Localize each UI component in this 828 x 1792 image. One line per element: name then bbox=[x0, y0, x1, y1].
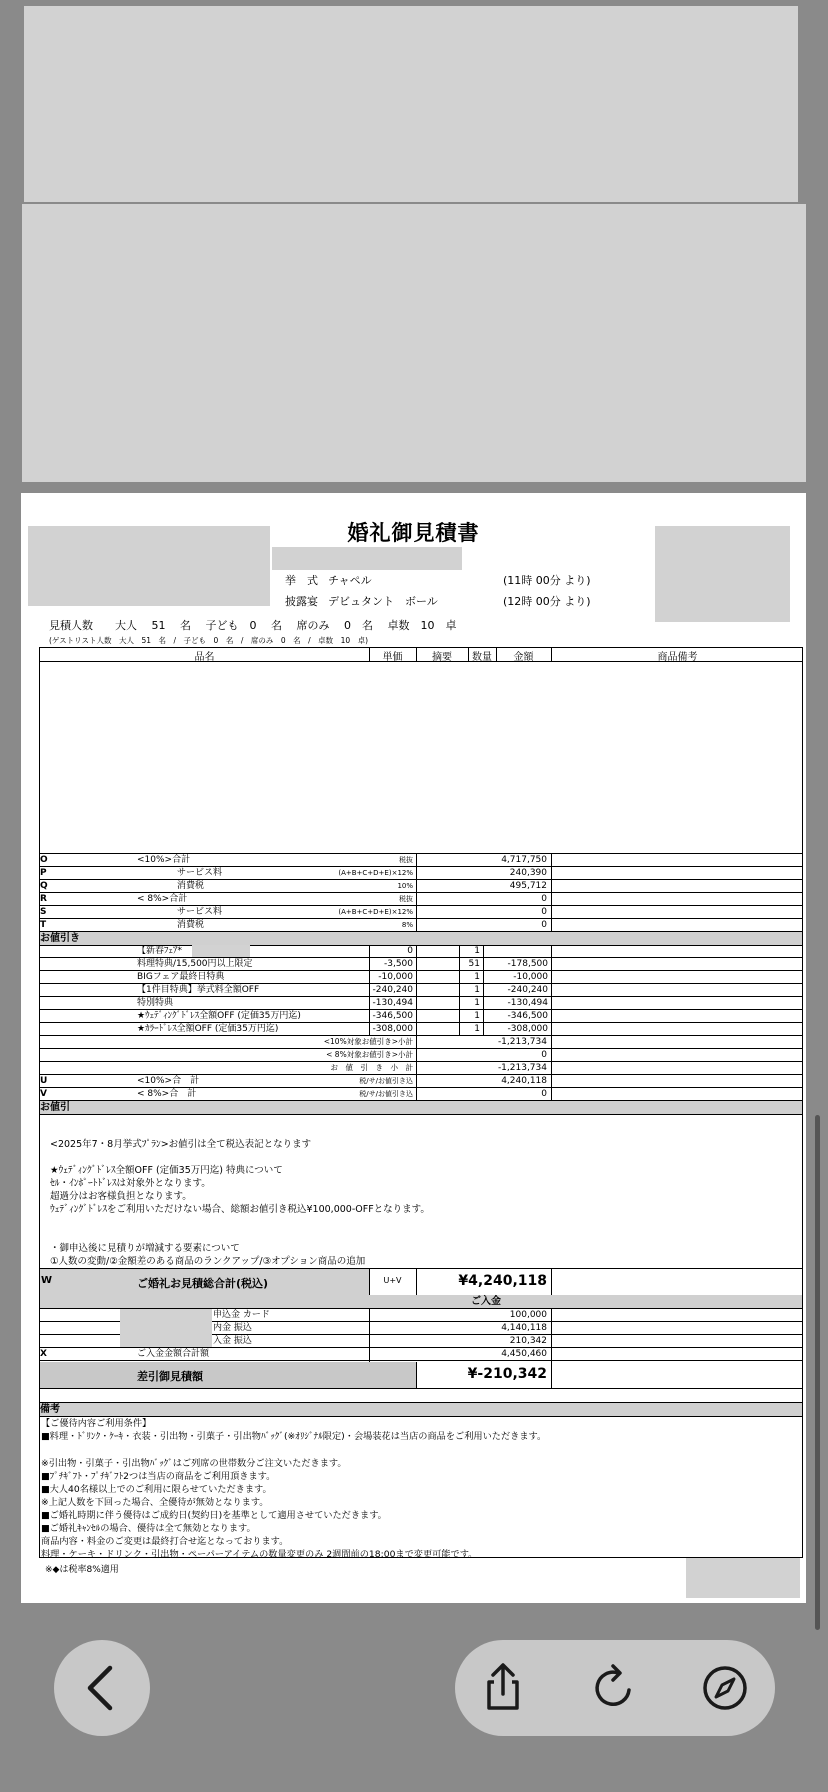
balance-amount: ¥-210,342 bbox=[467, 1366, 547, 1382]
subtotal-row: O <10%>合計 税抜 4,717,750 bbox=[40, 854, 802, 867]
discount-subtotal-row: < 8%対象お値引き>小計 0 bbox=[40, 1049, 802, 1062]
reload-icon bbox=[581, 1654, 649, 1722]
remarks-section-label: 備考 bbox=[40, 1402, 802, 1417]
redacted-logo-left bbox=[28, 526, 270, 606]
estimate-counts: 見積人数 大人 51 名 子ども 0 名 席のみ 0 名 卓数 10 卓 bbox=[49, 619, 457, 632]
reception-time: (12時 00分 より) bbox=[503, 595, 591, 608]
grand-total-label: ご婚礼お見積総合計(税込) bbox=[137, 1277, 269, 1290]
notes-section-label: お値引 bbox=[40, 1101, 802, 1115]
back-button[interactable] bbox=[54, 1640, 150, 1736]
balance-row bbox=[40, 1362, 802, 1389]
discount-subtotal-row: <10%対象お値引き>小計 -1,213,734 bbox=[40, 1036, 802, 1049]
discount-section-label: お値引き bbox=[40, 932, 802, 946]
browser-toolbar bbox=[455, 1640, 775, 1736]
discount-row: 【新春ﾌｪｱ* 0 1 bbox=[40, 945, 802, 958]
document-title: 婚礼御見積書 bbox=[347, 521, 480, 545]
discount-row: 料理特典/15,500円以上限定 -3,500 51 -178,500 bbox=[40, 958, 802, 971]
grand-total-row: W ご婚礼お見積総合計(税込) U+V ¥4,240,118 bbox=[40, 1268, 802, 1296]
redacted-footer bbox=[686, 1558, 800, 1598]
reception-label: 披露宴 bbox=[285, 595, 318, 608]
discount-row: BIGフェア最終日特典 -10,000 1 -10,000 bbox=[40, 971, 802, 984]
payment-row: 内金 振込 4,140,118 bbox=[40, 1322, 802, 1335]
ceremony-time: (11時 00分 より) bbox=[503, 574, 591, 587]
table-header bbox=[40, 648, 802, 662]
chevron-left-icon bbox=[54, 1640, 150, 1736]
compass-icon bbox=[691, 1654, 759, 1722]
redacted-fair-name bbox=[192, 945, 250, 957]
redacted-payer bbox=[120, 1309, 212, 1347]
share-icon bbox=[469, 1654, 537, 1722]
header-amount: 金額 bbox=[513, 652, 534, 663]
reception-venue: デビュタント ボール bbox=[328, 595, 438, 608]
discount-notes: <2025年7・8月挙式ﾌﾟﾗﾝ>お値引は全て税込表記となります ★ｳｪﾃﾞｨﾝｸﾞﾄﾞﾚｽ全額OFF (定価35万円迄) 特典について ｾﾙ・ｲﾝﾎﾟｰﾄﾄﾞﾚｽは対象外となります。 超過分はお客様負担となります。 ｳｪﾃﾞｨﾝｸﾞﾄﾞﾚｽをご利用いただけない場合、総額お値引き税込¥100,000-OFFとなります。 ・御申込後に見積りが増減する要素について ①人数の変動/②金額差のある商品のランクアップ/③オプション商品の追加 bbox=[50, 1139, 430, 1267]
discount-subtotal-row: お 値 引 き 小 計 -1,213,734 bbox=[40, 1062, 802, 1075]
payment-total-row: X ご入金金額合計額 4,450,460 bbox=[40, 1348, 802, 1361]
estimate-table: 品名 単価 摘要 数量 金額 商品備考 O <10%>合計 税抜 4,717,750 P サービス料 (A+B+C+D+E)×12% 240,390 Q 消費税 10% 495,712 R < 8%>合計 税抜 0 S サービス料 (A+B+C+D+E)×12% 0 T 消費税 8% 0 お値引き 【新春ﾌｪｱ* 0 1 料理特典/15,500円以上限定 -3,500 51 -178,500 BIGフェア最終日特典 -10,000 1 -10,000 【1件目特典】挙式料全額OFF -240,240 1 -240,240 特別特典 -130,494 1 -130,494 ★ｳｪﾃﾞｨﾝｸﾞﾄﾞﾚｽ全額OFF (定価35万円迄) -346,500 1 -346,500 ★ｶﾗｰﾄﾞﾚｽ全額OFF (定価35万円迄) -308,000 1 -308,000 <10%対象お値引き>小計 -1,213,734 < 8%対象お値引き>小計 0 お 値 引 き 小 計 -1,213,734 U <10%>合 計 税/サ/お値引き込 4,240,118 V < 8%>合 計 税/サ/お値引き込 0 お値引 <2025年7・8月挙式ﾌﾟﾗﾝ>お値引は全て税込表記となります ★ｳｪﾃﾞｨﾝｸﾞﾄﾞﾚｽ全額OFF (定価35万円迄) 特典について ｾﾙ・ｲﾝﾎﾟｰﾄﾄﾞﾚｽは対象外となります。 超過分はお客様負担となります。 ｳｪﾃﾞｨﾝｸﾞﾄﾞﾚｽをご利用いただけない場合、総額お値引き税込¥100,000-OFFとなります。 ・御申込後に見積りが増減する要素について ①人数の変動/②金額差のある商品のランクアップ/③オプション商品の追加 W ご婚礼お見積総合計(税込) U+V ¥4,240,118 ご入金 申込金 カード 100,000 内金 振込 4,140,118 入金 振込 210,342 X ご入金金額合計額 4,450,460 差引御見積額 ¥-210,342 備考 【ご優待内容ご利用条件】 ■料理・ﾄﾞﾘﾝｸ・ｹｰｷ・衣装・引出物・引菓子・引出物ﾊﾞｯｸﾞ(※ｵﾘｼﾞﾅﾙ限定)・会場装花は当店の商品をご利用いただきます。 ※引出物・引菓子・引出物ﾊﾞｯｸﾞはご列席の世帯数分ご注文いただきます。 ■ﾌﾟﾁｷﾞﾌﾄ・ﾌﾟﾁｷﾞﾌﾄ2つは当店の商品をご利用頂きます。 ■大人40名様以上でのご利用に限らせていただきます。 ※上記人数を下回った場合、全優待が無効となります。 ■ご婚礼時期に伴う優待はご成約日(契約日)を基準として適用させていただきます。 ■ご婚礼ｷｬﾝｾﾙの場合、優待は全て無効となります。 商品内容・料金のご変更は最終打合せ迄となっております。 料理・ケーキ・ドリンク・引出物・ペーパーアイテムの数量変更のみ 2週間前の18:00まで変更可能です。 bbox=[39, 647, 803, 1558]
header-remarks: 商品備考 bbox=[657, 652, 698, 663]
subtotal-row: T 消費税 8% 0 bbox=[40, 919, 802, 932]
scrollbar[interactable] bbox=[815, 1115, 820, 1630]
header-unit: 単価 bbox=[382, 652, 403, 663]
payment-row: 入金 振込 210,342 bbox=[40, 1335, 802, 1348]
subtotals-block bbox=[40, 853, 802, 944]
payments-section-label: ご入金 bbox=[40, 1295, 802, 1309]
discount-row: 【1件目特典】挙式料全額OFF -240,240 1 -240,240 bbox=[40, 984, 802, 997]
discount-row: ★ｳｪﾃﾞｨﾝｸﾞﾄﾞﾚｽ全額OFF (定価35万円迄) -346,500 1 -346,500 bbox=[40, 1010, 802, 1023]
discount-row: 特別特典 -130,494 1 -130,494 bbox=[40, 997, 802, 1010]
tax-footnote: ※◆は税率8%適用 bbox=[45, 1565, 119, 1575]
subtotal-row: S サービス料 (A+B+C+D+E)×12% 0 bbox=[40, 906, 802, 919]
payment-row: 申込金 カード 100,000 bbox=[40, 1309, 802, 1322]
redacted-block-upper bbox=[22, 204, 806, 482]
subtotal-row: R < 8%>合計 税抜 0 bbox=[40, 893, 802, 906]
grand-total-amount: ¥4,240,118 bbox=[458, 1273, 547, 1289]
guest-list-counts: (ゲストリスト人数 大人 51 名 / 子ども 0 名 / 席のみ 0 名 / 卓数 10 卓) bbox=[49, 636, 369, 645]
redacted-logo-right bbox=[655, 526, 790, 622]
header-name: 品名 bbox=[194, 652, 215, 663]
balance-label: 差引御見積額 bbox=[137, 1370, 203, 1383]
after-discount-row: U <10%>合 計 税/サ/お値引き込 4,240,118 bbox=[40, 1075, 802, 1088]
header-summary: 摘要 bbox=[432, 652, 452, 663]
ceremony-label: 挙 式 bbox=[285, 574, 318, 587]
share-button[interactable] bbox=[469, 1654, 537, 1722]
safari-button[interactable] bbox=[691, 1654, 759, 1722]
subtotal-row: P サービス料 (A+B+C+D+E)×12% 240,390 bbox=[40, 867, 802, 880]
subtotal-row: Q 消費税 10% 495,712 bbox=[40, 880, 802, 893]
ceremony-venue: チャペル bbox=[328, 574, 372, 587]
reload-button[interactable] bbox=[581, 1654, 649, 1722]
estimate-document bbox=[21, 493, 806, 1603]
discount-row: ★ｶﾗｰﾄﾞﾚｽ全額OFF (定価35万円迄) -308,000 1 -308,000 bbox=[40, 1023, 802, 1036]
header-qty: 数量 bbox=[472, 652, 492, 663]
after-discount-row: V < 8%>合 計 税/サ/お値引き込 0 bbox=[40, 1088, 802, 1101]
redacted-name bbox=[272, 547, 462, 570]
redacted-block-top bbox=[24, 6, 798, 202]
